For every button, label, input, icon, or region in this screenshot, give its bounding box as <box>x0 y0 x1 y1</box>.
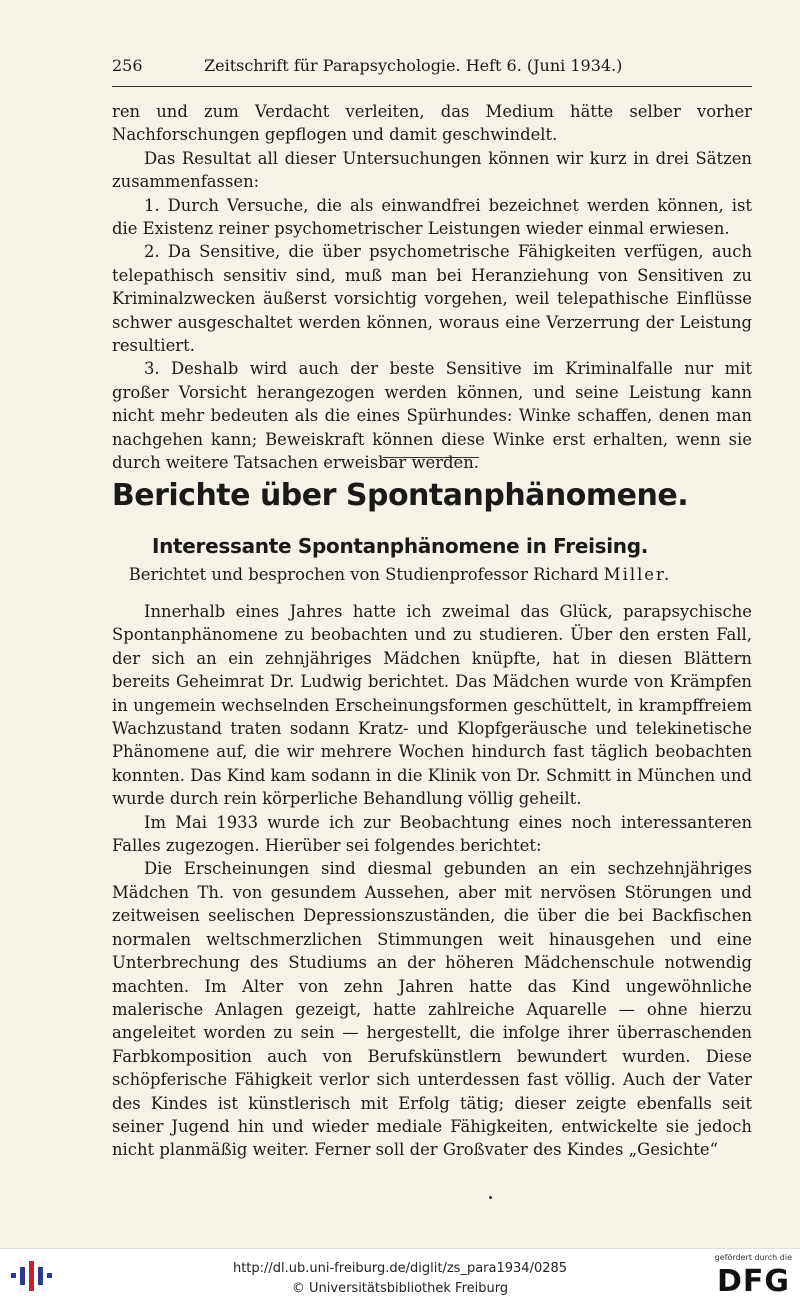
paragraph: 2. Da Sensitive, die über psychometrische Fähigkeiten verfügen, auch telepathisch sensitiv sind, muß man bei Heranziehung von Sensitiven zu Kriminalzwecken äußerst vorsichtig vorgehen, weil telepathische Einflüsse schwer ausgeschaltet werden können, woraus eine Verzerrung der Leistung resultiert. <box>112 242 752 356</box>
top-text-block <box>112 100 752 475</box>
section-separator <box>383 457 479 458</box>
paragraph: ren und zum Verdacht verleiten, das Medium hätte selber vorher Nachforschungen gepflogen und damit geschwindelt. <box>112 102 752 145</box>
byline-prefix: Berichtet und besprochen von Studienprofessor Richard <box>128 565 604 584</box>
permalink-url[interactable]: http://dl.ub.uni-freiburg.de/diglit/zs_para1934/0285 <box>232 1261 568 1276</box>
page-number: 256 <box>112 56 143 75</box>
copyright-text: © Universitätsbibliothek Freiburg <box>291 1281 509 1296</box>
paragraph: Das Resultat all dieser Untersuchungen können wir kurz in drei Sätzen zusammenfassen: <box>112 148 752 192</box>
body-text-block <box>112 600 752 1162</box>
viewer-footer <box>0 1248 800 1304</box>
section-title: Berichte über Spontanphänomene. <box>111 478 689 513</box>
header-rule <box>112 86 752 87</box>
paragraph: 1. Durch Versuche, die als einwandfrei bezeichnet werden können, ist die Existenz reiner psychometrischer Leistungen wieder einmal erwiesen. <box>112 195 752 239</box>
paragraph: Innerhalb eines Jahres hatte ich zweimal das Glück, parapsychische Spontanphänomene zu beobachten und zu studieren. Über den ersten Fall, der sich an ein zehnjähriges Mädchen knüpfte, hat in diesen Blättern bereits Geheimrat Dr. Ludwig berichtet. Das Mädchen wurde von Krämpfen in ungemein wechselnden Erscheinungsformen geschüttelt, in krampffreiem Wachzustand traten sodann Kratz- und Klopfgeräusche und telekinetische Phänomene auf, die wir mehrere Wochen hindurch fast täglich beobachten konnten. Das Kind kam sodann in die Klinik von Dr. Schmitt in München und wurde durch rein körperliche Behandlung völlig geheilt. <box>112 602 752 809</box>
page-header <box>112 56 652 75</box>
byline <box>0 565 800 584</box>
article-title: Interessante Spontanphänomene in Freising. <box>151 534 649 558</box>
paragraph: Im Mai 1933 wurde ich zur Beobachtung eines noch interessanteren Falles zugezogen. Hierüber sei folgendes berichtet: <box>112 812 752 856</box>
page-speck <box>489 1196 492 1199</box>
paragraph: Die Erscheinungen sind diesmal gebunden an ein sechzehnjähriges Mädchen Th. von gesundem Aussehen, aber mit nervösen Störungen und zeitweisen seelischen Depressionszuständen, die über die bei Backfischen normalen weltschmerzlichen Stimmungen weit hinausgehen und eine Unterbrechung des Studiums an der höheren Mädchenschule notwendig machten. Im Alter von zehn Jahren hatte das Kind ungewöhnliche malerische Anlagen gezeigt, hatte zahlreiche Aquarelle — ohne hierzu angeleitet worden zu sein — hergestellt, die infolge ihrer überraschenden Farbkomposition auch von Berufskünstlern bewundert wurden. Diese schöpferische Fähigkeit verlor sich unterdessen fast völlig. Auch der Vater des Kindes ist künstlerisch mit Erfolg tätig; dieser zeigte ebenfalls seit seiner Jugend hin und wieder mediale Fähigkeiten, entwickelte sie jedoch nicht planmäßig weiter. Ferner soll der Großvater des Kindes „Gesichte“ <box>112 859 752 1160</box>
dfg-logo: DFG <box>716 1264 790 1299</box>
paragraph: 3. Deshalb wird auch der beste Sensitive im Kriminalfalle nur mit großer Vorsicht herangezogen werden können, und seine Leistung kann nicht mehr bedeuten als die eines Spürhundes: Winke schaffen, denen man nachgehen kann; Beweiskraft können diese Winke erst erhalten, wenn sie durch weitere Tatsachen erweisbar werden. <box>112 359 752 473</box>
author-name: Miller. <box>603 565 672 584</box>
dfg-tagline: gefördert durch die <box>714 1253 792 1262</box>
running-title: Zeitschrift für Parapsychologie. Heft 6. (Juni 1934.) <box>204 56 623 75</box>
